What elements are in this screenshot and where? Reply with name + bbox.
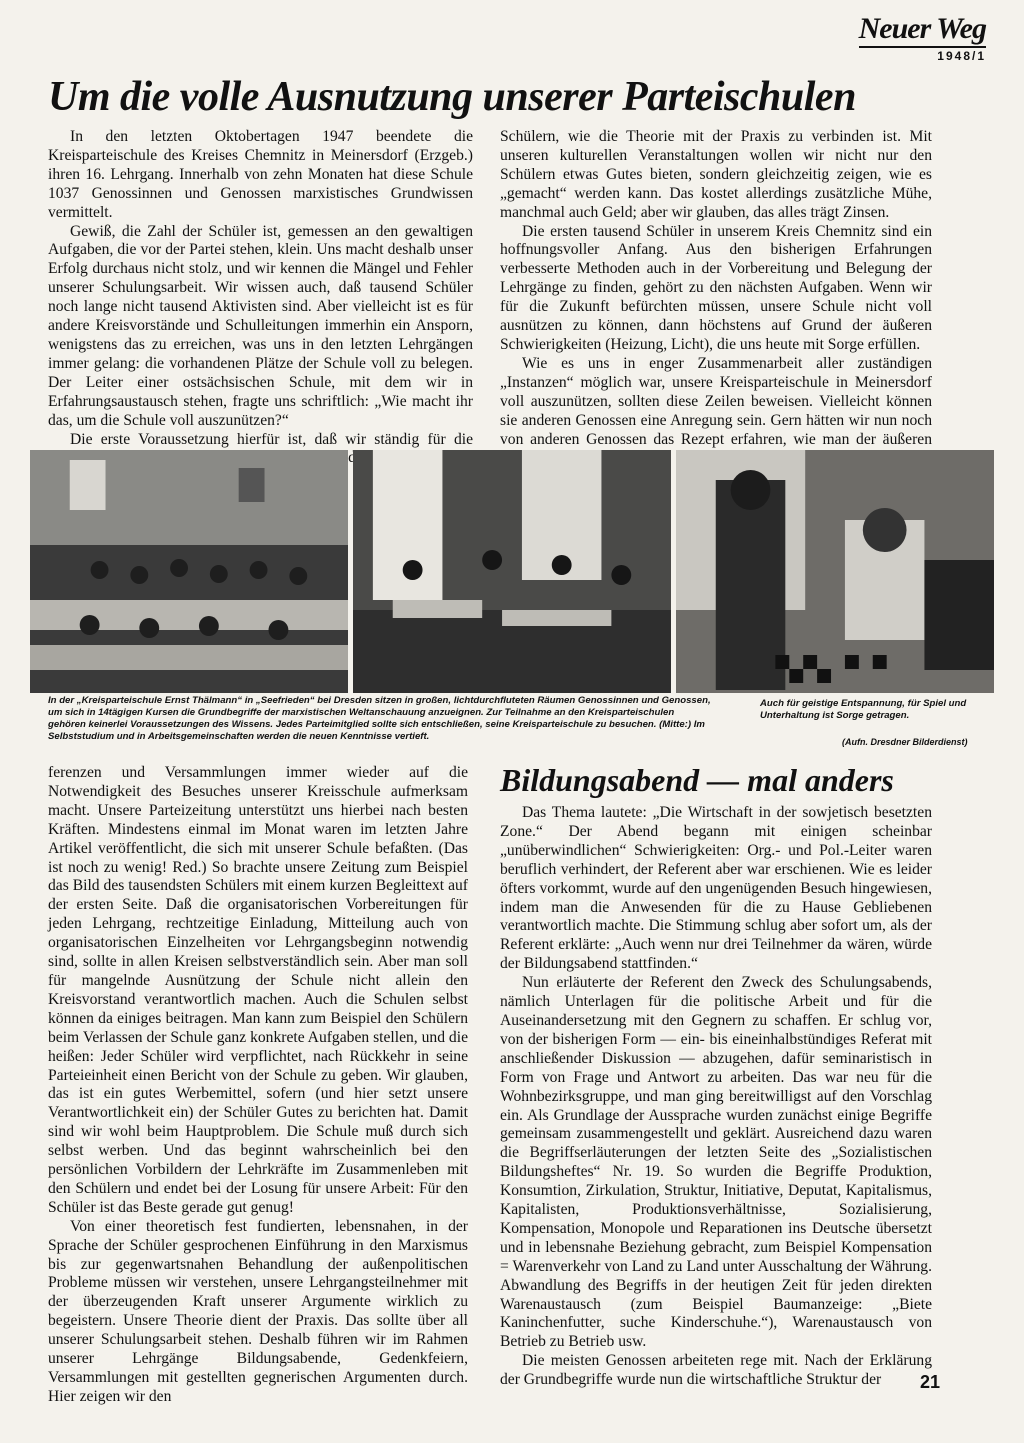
article-headline: Um die volle Ausnutzung unserer Parteischulen: [48, 74, 856, 120]
paragraph: Von einer theoretisch fest fundierten, lebensnahen, in der Sprache der Schüler gesprochenen Einführung in den Marxismus bis zur gegenwartsnahen Behandlung der außenpolitischen Probleme müssen wir verstehen, unsere Lehrgangsteilnehmer mit der überzeugenden Kraft unserer Argumente wirklich zu begeistern. Unsere Theorie dient der Praxis. Das sollte über all unserer Schulungsarbeit stehen. Deshalb führen wir im Rahmen unserer Lehrgänge Bildungsabende, Gedenkfeiern, Versammlungen mit gestellten gegnerischen Argumenten durch. Hier zeigen wir den: [48, 1217, 468, 1405]
photo-credit: (Aufn. Dresdner Bilderdienst): [842, 737, 968, 747]
photo-caption-right: Auch für geistige Entspannung, für Spiel und Unterhaltung ist Sorge getragen.: [760, 698, 967, 721]
page-number: 21: [919, 1372, 940, 1392]
photo-strip: [30, 450, 994, 693]
masthead: [859, 14, 986, 63]
article2-body: [500, 804, 932, 1390]
article1-column2: [500, 128, 932, 487]
paragraph: Das Thema lautete: „Die Wirtschaft in der sowjetisch besetzten Zone.“ Der Abend begann mit einigen scheinbar „unüberwindlichen“ Schwierigkeiten: Org.- und Pol.-Leiter waren beruflich verhindert, der Referent aber war erschienen. Wie es leider öfters vorkommt, wurde auf den ungenügenden Besuch hingewiesen, indem man die Anwesenden für die zu Hause Gebliebenen verantwortlich machte. Die Stimmung schlug aber sofort um, als der Referent erklärte: „Auch wenn nur drei Teilnehmer da wären, würde der Bildungsabend stattfinden.“: [500, 804, 932, 973]
article1-column1: [48, 128, 473, 468]
paragraph: In den letzten Oktobertagen 1947 beendete die Kreisparteischule des Kreises Chemnitz in Meinersdorf (Erzgeb.) ihren 16. Lehrgang. Innerhalb von zehn Monaten hat diese Schule 1037 Genossinnen und Genossen marxistisches Grundwissen vermittelt.: [48, 128, 473, 221]
paragraph: Gewiß, die Zahl der Schüler ist, gemessen an den gewaltigen Aufgaben, die vor der Partei stehen, klein. Uns macht deshalb unser Erfolg durchaus nicht stolz, und wir kennen die Mängel und Fehler unserer Schulungsarbeit. Wir wissen auch, daß tausend Schüler noch lange nicht tausend Aktivisten sind. Aber vielleicht ist es für andere Kreisvorstände und Schulleitungen immerhin ein Ansporn, wenigstens das zu erreichen, was uns in den letzten Lehrgängen immer gelang: die vorhandenen Plätze der Schule voll zu belegen. Der Leiter einer ostsächsischen Schule, mit dem wir in Erfahrungsaustausch stehen, fragte uns schriftlich: „Wie macht ihr das, um die Schule voll auszunützen?“: [48, 222, 473, 429]
paragraph: Die erste Voraussetzung hierfür ist, daß wir ständig für die: [70, 430, 473, 448]
photo-classroom: [30, 450, 348, 693]
paragraph: Die ersten tausend Schüler in unserem Kreis Chemnitz sind ein hoffnungsvoller Anfang. Aus den bisherigen Erfahrungen verbesserte Methoden auch in der Vorbereitung und Belegung der Lehrgänge zu finden, gehört zu den nächsten Aufgaben. Wenn wir für die Zukunft befürchten müssen, unsere Schule nicht voll ausnützen zu können, dann höchstens auf Grund der äußeren Schwierigkeiten (Heizung, Licht), die uns heute mit Sorge erfüllen.: [500, 222, 932, 353]
photo-caption-left: In der „Kreisparteischule Ernst Thälmann“ in „Seefrieden“ bei Dresden sitzen in großen, lichtdurchfluteten Räumen Genossinnen und Genossen, um sich in 14tägigen Kursen die Grundbegriffe der marxistischen Weltanschauung anzueignen. Zur Teilnahme an den Kreisparteischulen gehören keinerlei Voraussetzungen des Wissens. Jedes Parteimitglied sollte sich entschließen, seine Kreisparteischule zu besuchen. (Mitte:) Im Selbststudium und in Arbeitsgemeinschaften werden die neuen Kenntnisse vertieft.: [48, 695, 711, 742]
paragraph: Wie es uns in enger Zusammenarbeit aller zuständigen „Instanzen“ möglich war, unsere Kreisparteischule in Meinersdorf voll auszunützen, sollten diese Zeilen beweisen. Vielleicht können sie anderen Genossen eine Anregung sein. Gern hätten wir nun noch von anderen Genossen das Rezept erfahren, wie man der äußeren: [500, 354, 932, 448]
photo-chess: [676, 450, 994, 693]
paragraph: Nun erläuterte der Referent den Zweck des Schulungsabends, nämlich Unterlagen für die politische Arbeit und für die Auseinandersetzung mit den Gegnern zu schaffen. Er schlug vor, von der bisherigen Form — ein- bis eineinhalbstündiges Referat mit anschließender Diskussion — abzugehen, dafür seminaristisch in Form von Frage und Antwort zu arbeiten. Das war neu für die Wohnbezirksgruppe, und man ging bereitwilligst auf den Vorschlag ein. Als Grundlage der Aussprache wurden zunächst einige Begriffe gemeinsam zusammengestellt und geklärt. Ausreichend dazu waren die Begriffserläuterungen der letzten Seite des „Sozialistischen Bildungsheftes“ Nr. 19. So wurden die Begriffe Produktion, Konsumtion, Zirkulation, Struktur, Initiative, Deputat, Kapitalismus, Kapitalisten, Produktionsverhältnisse, Sozialisierung, Kompensation, Monopole und Reparationen ins Deutsche übersetzt und in lebensnahe Beziehung gebracht, zum Beispiel Kompensation = Warenverkehr von Land zu Land unter Ausschaltung der Währung. Abwandlung des Begriffs in der heutigen Zeit für jeden direkten Warenaustausch (zum Beispiel Baumanzeige: „Biete Kaninchenfutter, suche Kinderschuhe.“), Warenaustausch von Betrieb zu Betrieb usw.: [500, 974, 932, 1351]
issue-number: 1948/1: [859, 46, 986, 63]
article2-title: Bildungsabend — mal anders: [500, 762, 894, 798]
paragraph: Schülern, wie die Theorie mit der Praxis zu verbinden ist. Mit unseren kulturellen Veranstaltungen wollen wir nicht nur den Schülern etwas Gutes bieten, sondern gleichzeitig zeigen, wie es „gemacht“ werden kann. Das kostet allerdings zusätzliche Mühe, manchmal auch Geld; aber wir glauben, das alles trägt Zinsen.: [500, 128, 932, 221]
masthead-logo: Neuer Weg: [858, 12, 986, 45]
paragraph: ferenzen und Versammlungen immer wieder auf die Notwendigkeit des Besuches unserer Kreisschule aufmerksam macht. Unsere Parteizeitung unterstützt uns hierbei nach besten Kräften. Mindestens einmal im Monat waren im letzten Jahre Artikel veröffentlicht, die sich mit unserer Schule befaßten. (Das ist noch zu wenig! Red.) So brachte unsere Zeitung zum Beispiel das Bild des tausendsten Schülers mit einem kurzen Begleittext auf der ersten Seite. Daß die organisatorischen Vorbereitungen für jeden Lehrgang, rechtzeitige Einladung, Mitteilung auch von organisatorischen Einzelheiten vor Lehrgangsbeginn notwendig sind, sollte in allen Kreisen selbstverständlich sein. Aber man soll für mangelnde Ausnützung der Schule nicht allein den Kreisvorstand verantwortlich machen. Auch die Schulen selbst können da einiges beitragen. Man kann zum Beispiel den Schülern beim Verlassen der Schule ganz konkrete Aufgaben stellen, und die heißen: Jeder Schüler wird verpflichtet, nach Rückkehr in seine Parteieinheit einen Bericht von der Schule zu geben. Wir glauben, das ist ein gutes Werbemittel, sofern (und hier setzt unsere Verantwortlichkeit ein) der Schüler Gutes zu berichten hat. Damit sind wir wohl beim Hauptproblem. Die Schule muß durch sich selbst werben. Und das beginnt wahrscheinlich bei den persönlichen Vorbildern der Lehrkräfte im Zusammenleben mit den Schülern und endet bei der Losung für unsere Arbeit: Für den Schüler ist das Beste gerade gut genug!: [48, 764, 468, 1216]
article1-column3: [48, 764, 468, 1407]
photo-self-study: [353, 450, 671, 693]
paragraph: Die meisten Genossen arbeiteten rege mit. Nach der Erklärung der Grundbegriffe wurde nun die wirtschaftliche Struktur der: [500, 1352, 932, 1389]
